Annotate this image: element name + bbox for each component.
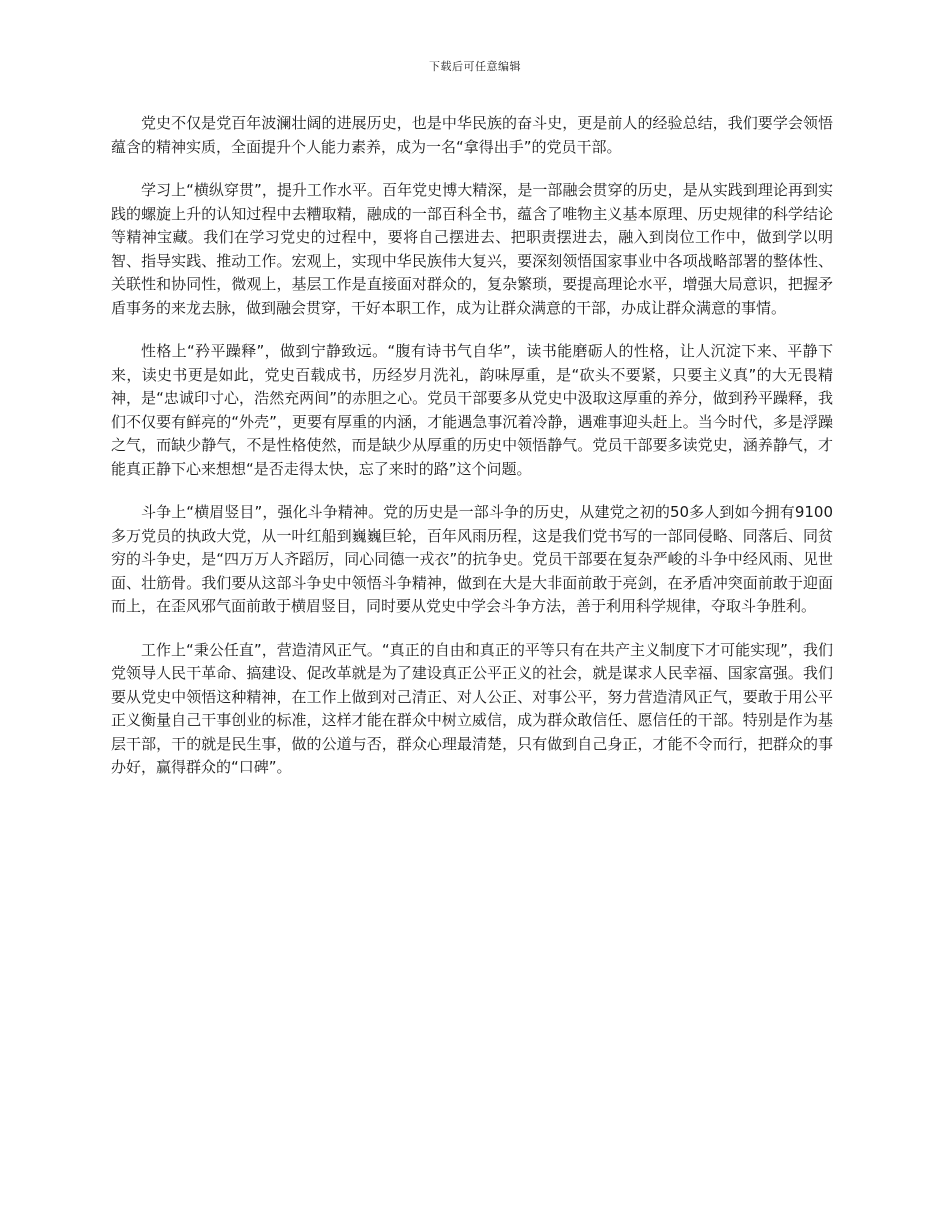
- paragraph-study: 学习上“横纵穿贯”，提升工作水平。百年党史博大精深，是一部融会贯穿的历史，是从实践到理论再到实践的螺旋上升的认知过程中去糟取精，融成的一部百科全书，蕴含了唯物主义基本原理、历史规律的科学结论等精神宝藏。我们在学习党史的过程中，要将自己摆进去、把职责摆进去，融入到岗位工作中，做到学以明智、指导实践、推动工作。宏观上，实现中华民族伟大复兴，要深刻领悟国家事业中各项战略部署的整体性、关联性和协同性，微观上，基层工作是直接面对群众的，复杂繁琐，要提高理论水平，增强大局意识，把握矛盾事务的来龙去脉，做到融会贯穿，干好本职工作，成为让群众满意的干部，办成让群众满意的事情。: [111, 181, 833, 317]
- paragraph-struggle: 斗争上“横眉竖目”，强化斗争精神。党的历史是一部斗争的历史，从建党之初的50多人到如今拥有9100多万党员的执政大党，从一叶红船到巍巍巨轮，百年风雨历程，这是我们党书写的一部同侵略、同落后、同贫穷的斗争史，是“四万万人齐蹈厉，同心同德一戎衣”的抗争史。党员干部要在复杂严峻的斗争中经风雨、见世面、壮筋骨。我们要从这部斗争史中领悟斗争精神，做到在大是大非面前敢于亮剑，在矛盾冲突面前敢于迎面而上，在歪风邪气面前敢于横眉竖目，同时要从党史中学会斗争方法，善于利用科学规律，夺取斗争胜利。: [111, 503, 833, 615]
- header-note: 下载后可任意编辑: [429, 60, 521, 73]
- paragraph-intro: 党史不仅是党百年波澜壮阔的进展历史，也是中华民族的奋斗史，更是前人的经验总结，我们要学会领悟蕴含的精神实质，全面提升个人能力素养，成为一名“拿得出手”的党员干部。: [111, 114, 833, 156]
- paragraph-character: 性格上“矜平躁释”，做到宁静致远。“腹有诗书气自华”，读书能磨砺人的性格，让人沉淀下来、平静下来，读史书更是如此，党史百载成书，历经岁月洗礼，韵味厚重，是“砍头不要紧，只要主义真”的大无畏精神，是“忠诚印寸心，浩然充两间”的赤胆之心。党员干部要多从党史中汲取这厚重的养分，做到矜平躁释，我们不仅要有鲜亮的“外壳”，更要有厚重的内涵，才能遇急事沉着冷静，遇难事迎头赶上。当今时代，多是浮躁之气，而缺少静气，不是性格使然，而是缺少从厚重的历史中领悟静气。党员干部要多读党史，涵养静气，才能真正静下心来想想“是否走得太快，忘了来时的路”这个问题。: [111, 342, 833, 478]
- paragraph-work: 工作上“秉公任直”，营造清风正气。“真正的自由和真正的平等只有在共产主义制度下才可能实现”，我们党领导人民干革命、搞建设、促改革就是为了建设真正公平正义的社会，就是谋求人民幸福、国家富强。我们要从党史中领悟这种精神，在工作上做到对己清正、对人公正、对事公平，努力营造清风正气，要敢于用公平正义衡量自己干事创业的标准，这样才能在群众中树立威信，成为群众敢信任、愿信任的干部。特别是作为基层干部，干的就是民生事，做的公道与否，群众心理最清楚，只有做到自己身正，才能不令而行，把群众的事办好，赢得群众的“口碑”。: [111, 640, 833, 776]
- article-body: [111, 112, 833, 800]
